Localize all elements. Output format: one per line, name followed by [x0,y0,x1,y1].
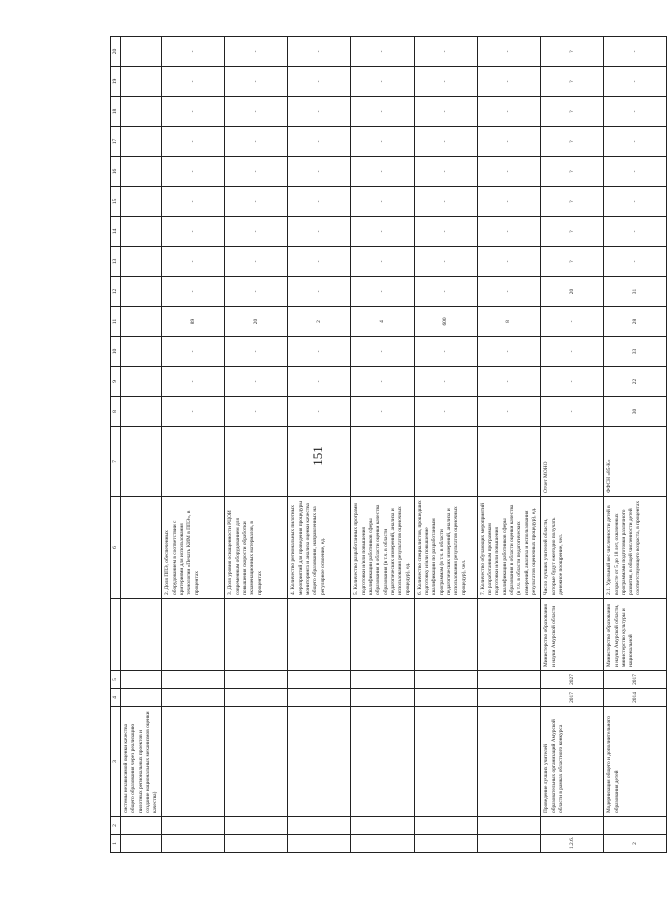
table-cell: - [225,37,288,67]
col-number: 17 [111,127,121,157]
table-cell [225,817,288,835]
table-cell: - [414,397,477,427]
table-cell: - [288,37,351,67]
table-cell: 2027 [541,671,604,689]
table-cell: - [414,247,477,277]
table-cell: - [604,67,667,97]
table-cell [162,671,225,689]
table-cell: - [477,157,540,187]
table-cell [604,817,667,835]
table-cell [121,337,162,367]
indicator-table [110,36,667,853]
table-cell [288,817,351,835]
col-number [111,599,121,671]
table-cell: Министерство образования и науки Амурской области, министерство культуры и национальной [604,599,667,671]
table-cell [121,127,162,157]
col-number: 6 [111,497,121,599]
table-cell: - [162,337,225,367]
table-cell: - [477,67,540,97]
table-cell: - [162,67,225,97]
table-body [111,37,667,853]
table-cell: 20 [541,277,604,307]
table-cell: - [604,247,667,277]
table-cell [477,817,540,835]
table-cell [351,599,414,671]
col-number: 2 [111,817,121,835]
col-number: 19 [111,67,121,97]
table-cell: - [225,247,288,277]
table-cell: - [414,127,477,157]
table-row [351,37,414,853]
table-cell: 22 [604,367,667,397]
table-cell: - [288,277,351,307]
table-cell [351,427,414,497]
col-number: 20 [111,37,121,67]
table-cell: - [225,187,288,217]
table-cell [225,599,288,671]
table-cell [121,599,162,671]
table-cell: - [162,217,225,247]
table-cell: 2017 [604,671,667,689]
table-cell: - [225,397,288,427]
table-cell: ? [541,127,604,157]
table-cell: - [288,127,351,157]
table-cell: - [225,97,288,127]
table-cell [414,707,477,817]
table-cell [541,817,604,835]
table-cell: 20 [225,307,288,337]
col-number: 15 [111,187,121,217]
table-cell: - [288,247,351,277]
table-cell [288,835,351,853]
table-row [121,37,162,853]
table-cell: 2014 [604,689,667,707]
table-cell: ? [541,157,604,187]
table-cell [121,367,162,397]
table-cell: - [604,37,667,67]
table-cell: - [225,67,288,97]
table-cell: - [351,157,414,187]
table-cell [162,817,225,835]
table-cell: системы независимой оценки качества общего образования через реализацию пилотных региональных проектов и создание национальных механизмов оценки качества) [121,707,162,817]
table-cell: - [477,247,540,277]
table-cell: ? [541,187,604,217]
table-cell [121,247,162,277]
table-cell [121,689,162,707]
table-cell: - [604,127,667,157]
table-cell: - [351,247,414,277]
table-cell [477,835,540,853]
table-cell [121,817,162,835]
table-cell: 4 [351,307,414,337]
table-cell [477,689,540,707]
table-cell [121,67,162,97]
table-cell [121,277,162,307]
table-cell [288,599,351,671]
table-cell [351,689,414,707]
col-number: 11 [111,307,121,337]
table-cell: - [225,367,288,397]
col-number: 4 [111,689,121,707]
table-cell: - [288,67,351,97]
table-cell: 8 [477,307,540,337]
table-cell: - [477,337,540,367]
table-cell: 2 [604,835,667,853]
table-cell: - [414,217,477,247]
table-cell: - [351,127,414,157]
table-row [288,37,351,853]
table-cell: - [225,337,288,367]
col-number: 7 [111,427,121,497]
table-cell: - [351,337,414,367]
table-cell [414,671,477,689]
table-cell: - [351,367,414,397]
table-cell: - [541,337,604,367]
table-cell: - [414,157,477,187]
column-number-row [111,37,121,853]
rotated-table-wrapper [110,48,640,853]
table-cell [121,217,162,247]
table-cell: - [162,367,225,397]
table-cell: - [414,37,477,67]
table-cell [288,689,351,707]
table-cell: Число лучших учителей области, которые будут ежегодно получать денежное поощрение, чел. [541,497,604,599]
table-cell: - [477,127,540,157]
table-cell: - [162,157,225,187]
table-cell: - [604,217,667,247]
table-cell: - [162,37,225,67]
table-cell: - [477,397,540,427]
table-cell [288,671,351,689]
table-cell: - [162,97,225,127]
col-number: 5 [111,671,121,689]
table-cell: - [414,67,477,97]
table-cell: - [162,127,225,157]
table-cell: - [414,97,477,127]
table-cell [414,835,477,853]
table-cell [121,37,162,67]
table-cell [351,817,414,835]
table-cell: 5. Количество разработанных программ подготовки и/или повышения квалификации работников сферы образования в области оценки качества образования (в т.ч. в области педагогических измерений, анализа и использования результатов оценочных процедур), ед. [351,497,414,599]
table-cell: ? [541,67,604,97]
page-number: 151 [309,446,325,466]
table-cell: 600 [414,307,477,337]
table-cell: - [541,307,604,337]
table-cell [162,689,225,707]
table-cell: ФФСН «85-К» [604,427,667,497]
table-cell: ? [541,247,604,277]
col-number: 14 [111,217,121,247]
table-cell: - [288,367,351,397]
table-cell: - [288,217,351,247]
table-cell: 1.2.6. [541,835,604,853]
table-cell: - [541,367,604,397]
table-row [225,37,288,853]
table-cell [288,427,351,497]
table-cell: - [225,217,288,247]
table-cell: - [414,187,477,217]
table-cell [121,671,162,689]
col-number: 10 [111,337,121,367]
table-cell: - [414,367,477,397]
table-cell [121,187,162,217]
table-cell: - [225,277,288,307]
table-cell: - [288,157,351,187]
col-number: 1 [111,835,121,853]
table-cell: Министерство образования и науки Амурской области [541,599,604,671]
table-cell [162,427,225,497]
table-cell [225,707,288,817]
table-cell: - [351,37,414,67]
table-cell [162,707,225,817]
table-cell [477,599,540,671]
table-cell [121,427,162,497]
table-cell: 2017 [541,689,604,707]
table-cell: - [162,187,225,217]
table-cell [225,835,288,853]
table-row [414,37,477,853]
table-cell: - [604,97,667,127]
col-number: 18 [111,97,121,127]
table-cell: - [477,37,540,67]
table-cell [225,427,288,497]
table-cell: - [162,277,225,307]
table-cell [477,427,540,497]
table-cell [351,671,414,689]
table-cell: ? [541,217,604,247]
table-cell: 33 [604,337,667,367]
table-cell: 4. Количество региональных пилотных мероприятий для проведения процедуры мониторинга и анализа оценки качества общего образования, направленных на регулярное освоение, ед. [288,497,351,599]
table-cell: - [414,337,477,367]
table-cell: 28 [604,307,667,337]
table-cell [414,689,477,707]
table-cell: - [288,337,351,367]
table-row [477,37,540,853]
table-cell: 2.1. Удельный вес численности детей в возрасте от 5 до 18 лет, охваченных программами подготовки различного развития, в общей численности детей соответствующего возраста, в процентах [604,497,667,599]
table-cell: ? [541,97,604,127]
table-cell: - [351,67,414,97]
table-cell: 3. Доля уровня оснащенности РЦОИ современным оборудованием для повышения скорости обработки экзаменационных материалов, в процентах [225,497,288,599]
table-cell: - [351,217,414,247]
table-cell [351,707,414,817]
table-cell [162,835,225,853]
col-number: 9 [111,367,121,397]
table-cell: 6. Количество специалистов, прошедших подготовку и/или повышение квалификации по разработанным программам (в т.ч. в области педагогических измерений, анализа и использования результатов оценочных процедур), чел. [414,497,477,599]
table-row [541,37,604,853]
table-cell [477,707,540,817]
table-cell [121,835,162,853]
table-row [604,37,667,853]
table-cell: - [288,397,351,427]
table-cell [225,671,288,689]
table-cell: - [477,187,540,217]
table-cell: - [477,217,540,247]
table-cell [121,397,162,427]
table-cell: - [162,397,225,427]
table-cell: - [351,187,414,217]
table-cell: - [351,277,414,307]
table-cell: - [225,157,288,187]
table-cell [225,689,288,707]
table-cell [121,497,162,599]
table-cell: - [288,97,351,127]
table-row [162,37,225,853]
table-cell [477,671,540,689]
table-cell [414,599,477,671]
table-cell: - [351,97,414,127]
table-cell: 89 [162,307,225,337]
table-cell: - [477,367,540,397]
table-cell [162,599,225,671]
table-cell: - [414,277,477,307]
table-cell: 30 [604,397,667,427]
table-cell [121,97,162,127]
table-cell: 2 [288,307,351,337]
table-cell: 2. Доля ППЭ, обеспеченных оборудованием в соответствии с критериями для использования технологии «Печать КИМ в ППЭ», в процентах [162,497,225,599]
table-cell [351,835,414,853]
table-cell: - [225,127,288,157]
table-cell: 31 [604,277,667,307]
table-cell [414,427,477,497]
table-cell: - [541,397,604,427]
table-cell: - [604,157,667,187]
col-number: 8 [111,397,121,427]
col-number: 13 [111,247,121,277]
table-cell [121,307,162,337]
table-cell: - [288,187,351,217]
table-cell [414,817,477,835]
table-cell: - [604,187,667,217]
table-cell: - [162,247,225,277]
col-number: 16 [111,157,121,187]
col-number: 3 [111,707,121,817]
table-cell: ? [541,37,604,67]
table-cell: - [477,277,540,307]
table-cell: Модернизация общего и дополнительного образования детей [604,707,667,817]
table-cell: Проведение лучших учителей образовательных организаций Амурской области в рамках областного конкурса [541,707,604,817]
table-cell [121,157,162,187]
table-cell [288,707,351,817]
table-cell: - [351,397,414,427]
table-cell: - [477,97,540,127]
table-cell: 7. Количество обучающих мероприятий по разработанным программам подготовки и/или повышения квалификации работников сферы образования в области оценки качества (в т.ч. в области педагогических измерений, анализа и использования результатов оценочных процедур), ед. [477,497,540,599]
col-number: 12 [111,277,121,307]
table-cell: Отчет МОНО [541,427,604,497]
